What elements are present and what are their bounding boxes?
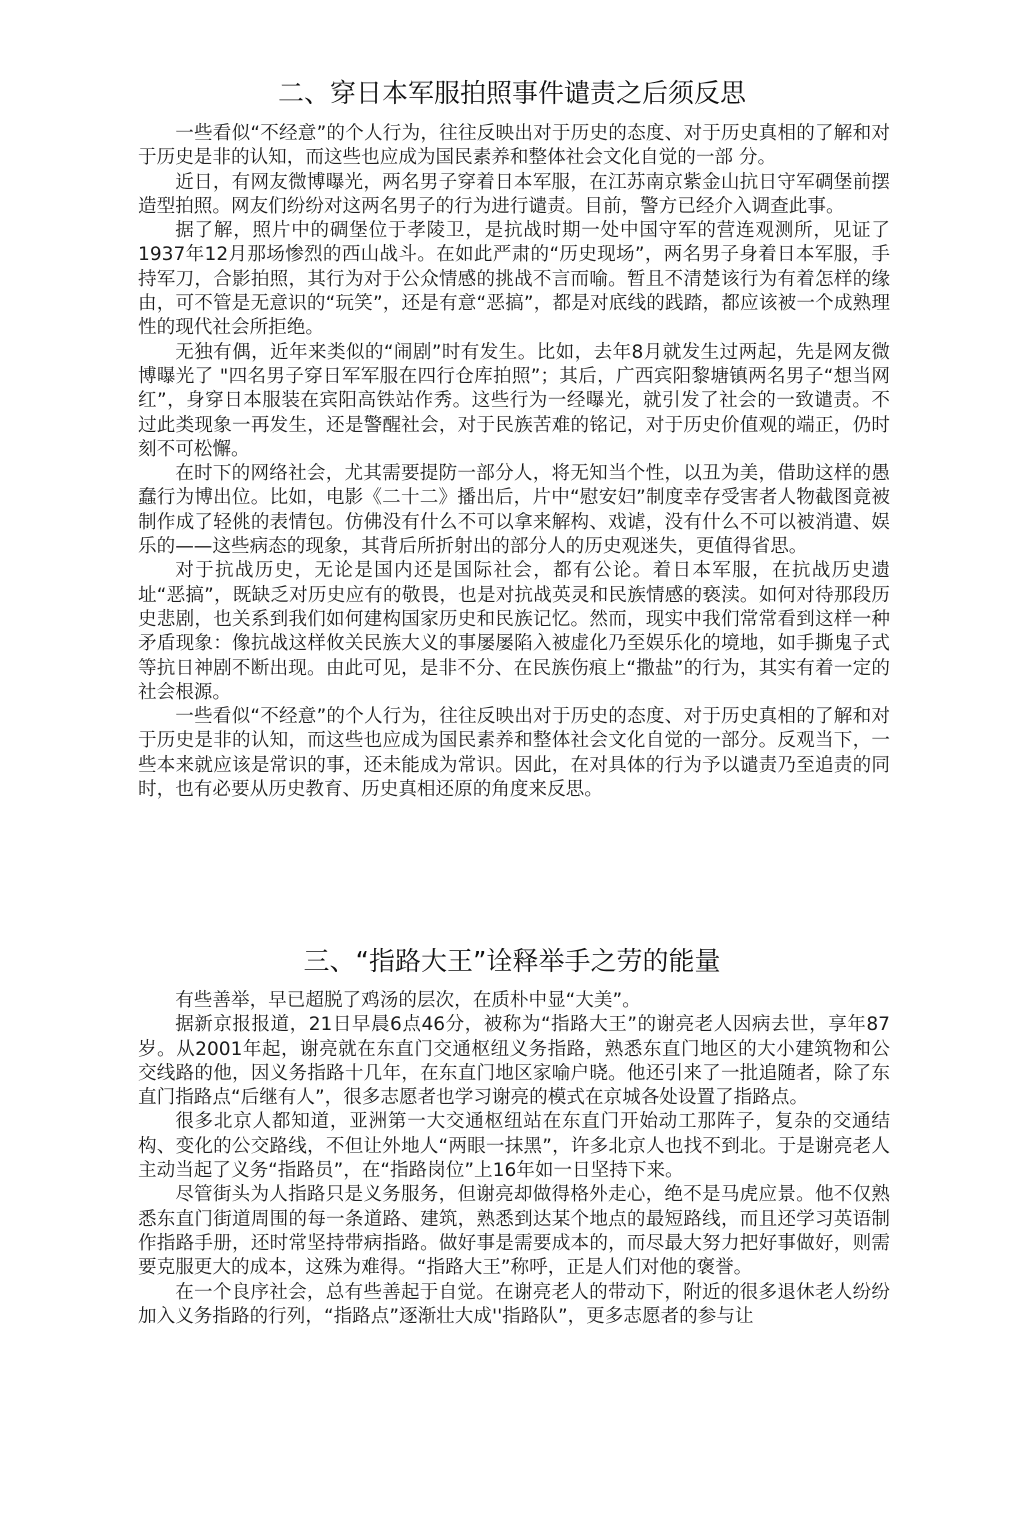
paragraph: 有些善举，早已超脱了鸡汤的层次，在质朴中显“大美”。 xyxy=(175,990,641,1011)
paragraph: 近日，有网友微博曝光，两名男子穿着日本军服，在江苏南京紫金山抗日守军碉堡前摆造型拍照。网友们纷纷对这两名男子的行为进行谴责。目前，警方已经介入调查此事。 xyxy=(138,171,890,217)
paragraph: 尽管街头为人指路只是义务服务，但谢亮却做得格外走心，绝不是马虎应景。他不仅熟悉东直门街道周围的每一条道路、建筑，熟悉到达某个地点的最短路线，而且还学习英语制作指路手册，还时常坚持带病指路。做好事是需要成本的，而尽最大努力把好事做好，则需要克服更大的成本，这殊为难得。“指路大王”称呼，正是人们对他的褒誉。 xyxy=(138,1184,890,1279)
section-title-2: 二、穿日本军服拍照事件谴责之后须反思 xyxy=(277,79,746,109)
section-body-3 xyxy=(138,989,890,1329)
paragraph: 据了解，照片中的碉堡位于孝陵卫，是抗战时期一处中国守军的营连观测所，见证了 1937年12月那场惨烈的西山战斗。在如此严肃的“历史现场”，两名男子身着日本军服，手持军刀，合影拍照，其行为对于公众情感的挑战不言而喻。暂且不清楚该行为有着怎样的缘由，可不管是无意识的“玩笑”，还是有意“恶搞”，都是对底线的践踏，都应该被一个成熟理性的现代社会所拒绝。 xyxy=(138,220,890,339)
paragraph: 一些看似“不经意”的个人行为，往往反映出对于历史的态度、对于历史真相的了解和对于历史是非的认知，而这些也应成为国民素养和整体社会文化自觉的一部 分。 xyxy=(138,123,890,169)
section-body-2 xyxy=(138,122,890,802)
paragraph: 据新京报报道，21日早晨6点46分，被称为“指路大王”的谢亮老人因病去世，享年87岁。从2001年起，谢亮就在东直门交通枢纽义务指路，熟悉东直门地区的大小建筑物和公交线路的他，因义务指路十几年，在东直门地区家喻户晓。他还引来了一批追随者，除了东直门指路点“后继有人”，很多志愿者也学习谢亮的模式在京城各处设置了指路点。 xyxy=(138,1014,890,1109)
paragraph: 对于抗战历史，无论是国内还是国际社会，都有公论。着日本军服，在抗战历史遗址“恶搞”，既缺乏对历史应有的敬畏，也是对抗战英灵和民族情感的亵渎。如何对待那段历史悲剧，也关系到我们如何建构国家历史和民族记忆。然而，现实中我们常常看到这样一种矛盾现象：像抗战这样攸关民族大义的事屡屡陷入被虚化乃至娱乐化的境地，如手撕鬼子式等抗日神剧不断出现。由此可见，是非不分、在民族伤痕上“撒盐”的行为，其实有着一定的社会根源。 xyxy=(138,560,890,703)
paragraph: 在一个良序社会，总有些善起于自觉。在谢亮老人的带动下，附近的很多退休老人纷纷加入义务指路的行列，“指路点”逐渐壮大成''指路队”，更多志愿者的参与让 xyxy=(138,1281,890,1327)
paragraph: 无独有偶，近年来类似的“闹剧”时有发生。比如，去年8月就发生过两起，先是网友微博曝光了 "四名男子穿日军军服在四行仓库拍照”；其后，广西宾阳黎塘镇两名男子“想当网红”，身穿日本服装在宾阳高铁站作秀。这些行为一经曝光，就引发了社会的一致谴责。不过此类现象一再发生，还是警醒社会，对于民族苦难的铭记，对于历史价值观的端正，仍时刻不可松懈。 xyxy=(138,341,890,460)
paragraph: 很多北京人都知道，亚洲第一大交通枢纽站在东直门开始动工那阵子，复杂的交通结构、变化的公交路线，不但让外地人“两眼一抹黑”，许多北京人也找不到北。于是谢亮老人主动当起了义务“指路员”，在“指路岗位”上16年如一日坚持下来。 xyxy=(138,1111,890,1182)
paragraph: 在时下的网络社会，尤其需要提防一部分人，将无知当个性，以丑为美，借助这样的愚蠢行为博出位。比如，电影《二十二》播出后，片中“慰安妇”制度幸存受害者人物截图竟被制作成了轻佻的表情包。仿佛没有什么不可以拿来解构、戏谑，没有什么不可以被消遣、娱乐的——这些病态的现象，其背后所折射出的部分人的历史观迷失，更值得省思。 xyxy=(138,463,890,558)
section-title-3: 三、“指路大王”诠释举手之劳的能量 xyxy=(303,947,721,977)
paragraph: 一些看似“不经意”的个人行为，往往反映出对于历史的态度、对于历史真相的了解和对于历史是非的认知，而这些也应成为国民素养和整体社会文化自觉的一部分。反观当下，一些本来就应该是常识的事，还未能成为常识。因此，在对具体的行为予以谴责乃至追责的同时，也有必要从历史教育、历史真相还原的角度来反思。 xyxy=(138,706,890,801)
